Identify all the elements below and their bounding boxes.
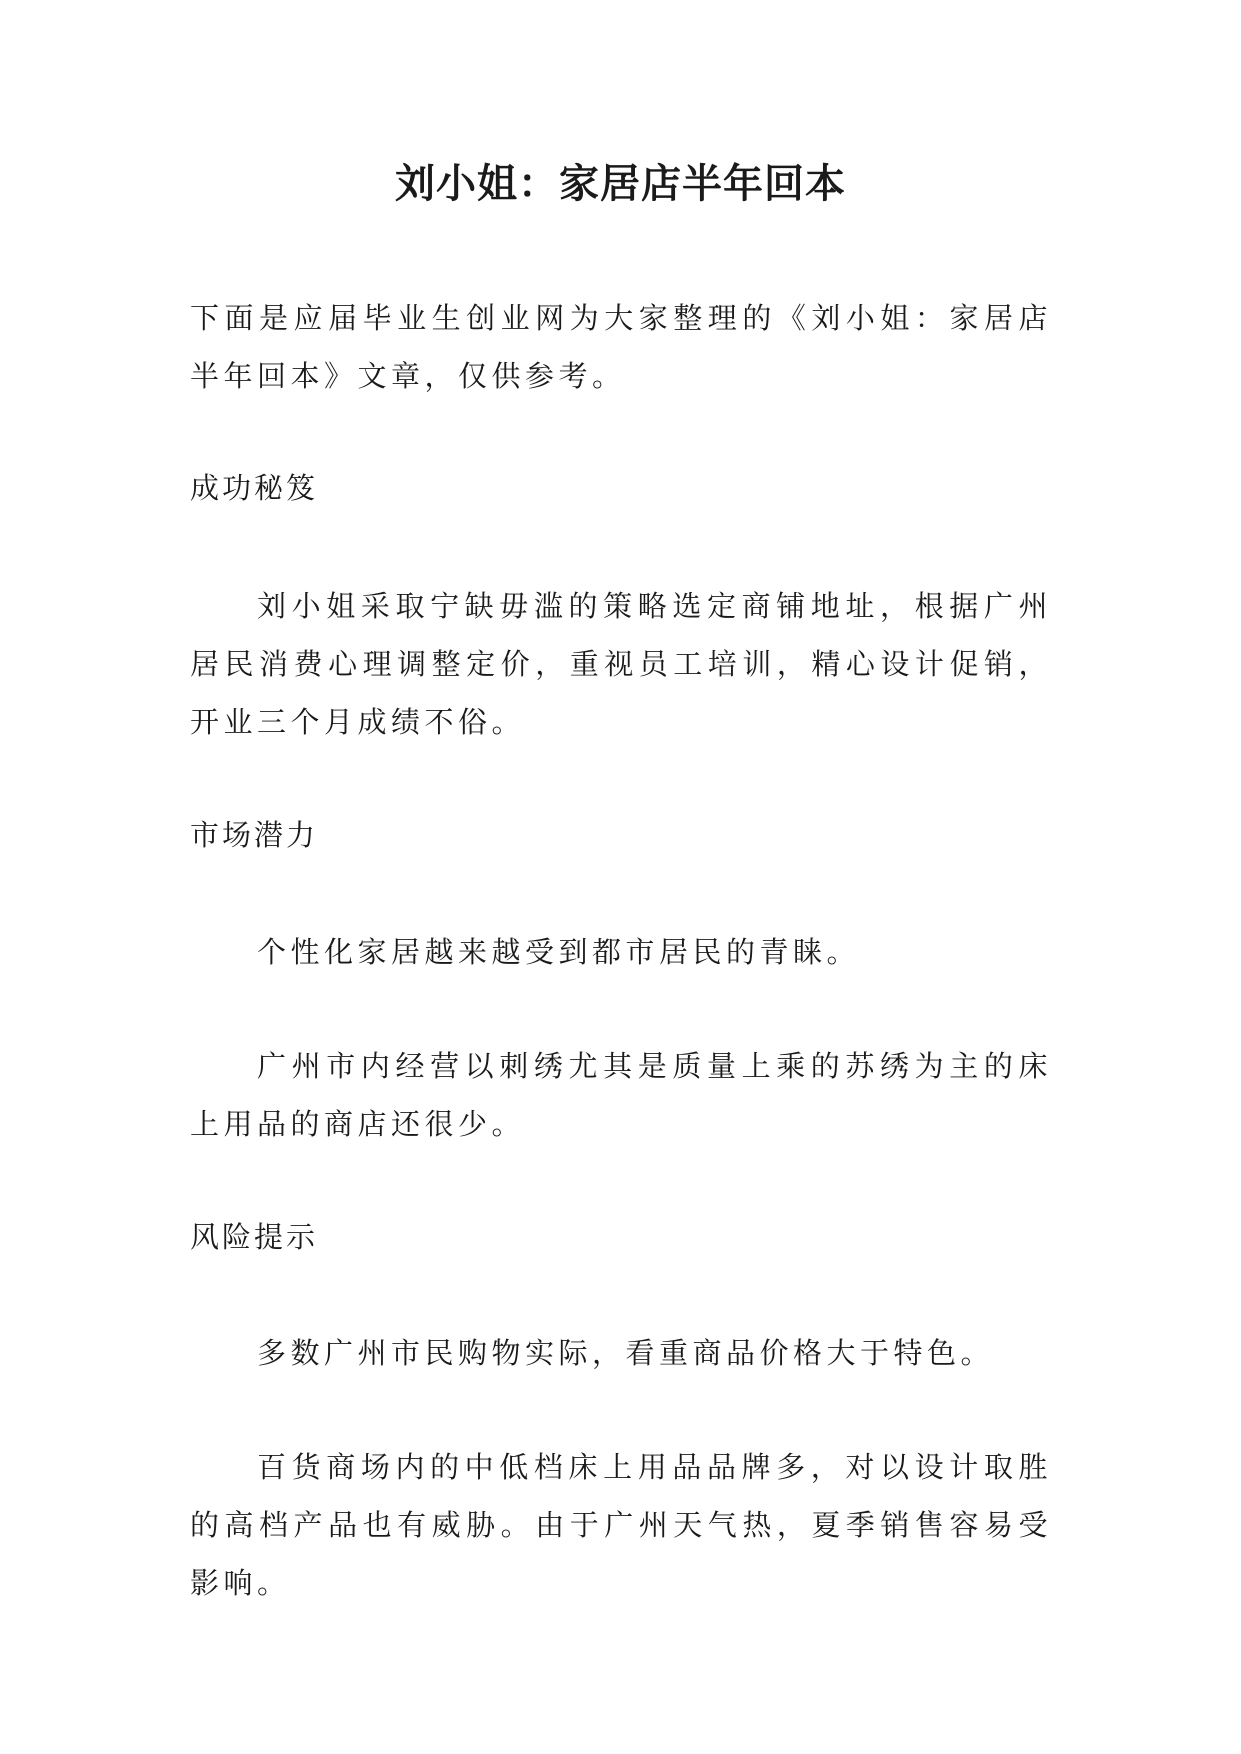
section-heading-market-potential: 市场潜力 (190, 818, 319, 852)
body-paragraph: 多数广州市民购物实际，看重商品价格大于特色。 (257, 1336, 995, 1370)
body-paragraph: 百货商场内的中低档床上用品品牌多，对以设计取胜的高档产品也有威胁。由于广州天气热，夏季销售容易受影响。 (190, 1450, 1052, 1600)
body-paragraph: 刘小姐采取宁缺毋滥的策略选定商铺地址，根据广州居民消费心理调整定价，重视员工培训，精心设计促销，开业三个月成绩不俗。 (190, 589, 1052, 739)
section-heading-success-tips: 成功秘笈 (190, 471, 319, 505)
section-heading-risk-warning: 风险提示 (190, 1220, 319, 1254)
page-title: 刘小姐：家居店半年回本 (395, 160, 846, 207)
intro-paragraph: 下面是应届毕业生创业网为大家整理的《刘小姐：家居店半年回本》文章，仅供参考。 (190, 301, 1052, 393)
body-paragraph: 广州市内经营以刺绣尤其是质量上乘的苏绣为主的床上用品的商店还很少。 (190, 1049, 1052, 1141)
body-paragraph: 个性化家居越来越受到都市居民的青睐。 (257, 935, 861, 969)
